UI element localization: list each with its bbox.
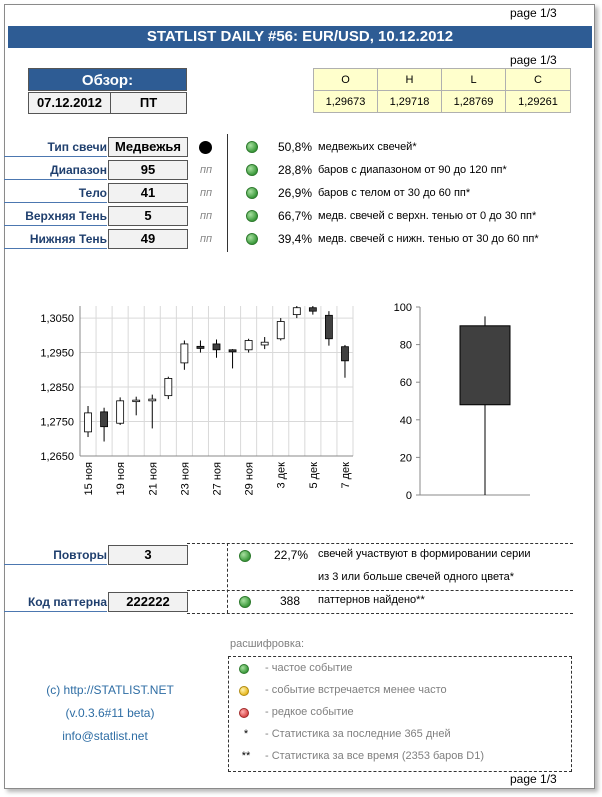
param-label-range: Диапазон bbox=[4, 161, 107, 180]
y-tick-label: 80 bbox=[399, 339, 412, 352]
candle-body-bull bbox=[85, 413, 92, 432]
stat-text: медв. свечей с нижн. тенью от 30 до 60 пп* bbox=[318, 233, 539, 245]
param-unit-lower-shadow: пп bbox=[200, 233, 213, 245]
candlestick-chart bbox=[28, 298, 378, 510]
legend-symbol-single-star: * bbox=[243, 728, 249, 740]
x-tick-label: 27 ноя bbox=[211, 462, 224, 496]
legend-item: - событие встречается менее часто bbox=[265, 684, 447, 696]
candle-body-bull bbox=[277, 322, 284, 339]
page-number-bottom: page 1/3 bbox=[510, 772, 557, 786]
legend-green-icon bbox=[239, 664, 249, 674]
version-text: (v.0.3.6#11 beta) bbox=[65, 706, 155, 720]
x-tick-label: 15 ноя bbox=[83, 462, 96, 496]
stat-pct: 50,8% bbox=[277, 140, 312, 154]
ohlc-label-close: C bbox=[506, 69, 570, 91]
candle-body-bear bbox=[197, 346, 204, 348]
y-tick-label: 1,2950 bbox=[40, 347, 74, 360]
param-unit-upper-shadow: пп bbox=[200, 210, 213, 222]
candle-body-bull bbox=[117, 401, 124, 423]
repeats-text-1: свечей участвуют в формировании серии bbox=[318, 548, 531, 560]
candle-body-bear bbox=[341, 347, 348, 361]
stat-text: медв. свечей с верхн. тенью от 0 до 30 пп* bbox=[318, 210, 537, 222]
param-label-upper-shadow: Верхняя Тень bbox=[4, 207, 107, 226]
stats-divider bbox=[227, 134, 228, 252]
stat-text: медвежьих свечей* bbox=[318, 141, 417, 153]
candle-body-bear bbox=[213, 344, 220, 350]
candle-body-bear bbox=[101, 412, 108, 427]
param-value-upper-shadow: 5 bbox=[108, 206, 188, 226]
ohlc-value-close: 1,29261 bbox=[518, 96, 558, 108]
ohlc-value-open: 1,29673 bbox=[314, 91, 378, 113]
x-tick-label: 21 ноя bbox=[147, 462, 160, 496]
candle-body-bull bbox=[149, 399, 156, 401]
candle-body-bull bbox=[133, 400, 140, 402]
repeats-text-2: из 3 или больше свечей одного цвета* bbox=[318, 571, 515, 583]
param-value-body: 41 bbox=[108, 183, 188, 203]
param-value-type: Медвежья bbox=[108, 137, 188, 157]
stat-text: баров с диапазоном от 90 до 120 пп* bbox=[318, 164, 507, 176]
site-link[interactable]: (c) http://STATLIST.NET bbox=[46, 683, 174, 697]
bear-candle-icon bbox=[199, 141, 212, 154]
legend-item: - Статистика за все время (2353 баров D1) bbox=[265, 750, 485, 762]
y-tick-label: 60 bbox=[399, 377, 412, 390]
y-tick-label: 1,3050 bbox=[40, 313, 74, 326]
overview-header: Обзор: bbox=[28, 68, 187, 91]
candle-body-bear bbox=[229, 350, 236, 352]
candle-body-bear bbox=[309, 308, 316, 311]
y-tick-label: 40 bbox=[399, 414, 412, 427]
y-tick-label: 0 bbox=[405, 490, 412, 502]
ohlc-table bbox=[313, 68, 571, 113]
y-tick-label: 1,2850 bbox=[40, 382, 74, 395]
repeats-bottom-rule bbox=[187, 613, 573, 614]
range-box-chart bbox=[380, 298, 576, 510]
pattern-count: 388 bbox=[279, 594, 300, 608]
page-number-top: page 1/3 bbox=[510, 6, 557, 20]
stat-pct: 28,8% bbox=[277, 163, 312, 177]
overview-date: 07.12.2012 bbox=[28, 92, 111, 114]
param-label-type: Тип свечи bbox=[4, 138, 107, 157]
pattern-label: Код паттерна bbox=[4, 593, 107, 612]
ohlc-label-high: H bbox=[378, 69, 442, 91]
repeats-mid-rule bbox=[187, 590, 573, 591]
legend-symbol-double-star: ** bbox=[241, 750, 251, 762]
pattern-text: паттернов найдено** bbox=[318, 594, 425, 606]
status-green-icon bbox=[239, 596, 251, 608]
param-value-lower-shadow: 49 bbox=[108, 229, 188, 249]
status-green-icon bbox=[239, 550, 251, 562]
param-label-lower-shadow: Нижняя Тень bbox=[4, 230, 107, 249]
legend-item: - Статистика за последние 365 дней bbox=[265, 728, 451, 740]
legend-title: расшифровка: bbox=[230, 638, 305, 650]
x-tick-label: 29 ноя bbox=[243, 462, 256, 496]
legend-box bbox=[228, 656, 572, 772]
candle-body-bull bbox=[181, 344, 188, 363]
legend-red-icon bbox=[239, 708, 249, 718]
box-body bbox=[460, 326, 510, 405]
page-number-sub: page 1/3 bbox=[510, 53, 557, 67]
status-green-icon bbox=[246, 233, 258, 245]
x-tick-label: 7 дек bbox=[339, 462, 352, 489]
status-green-icon bbox=[246, 187, 258, 199]
candle-body-bull bbox=[293, 308, 300, 315]
repeats-label: Повторы bbox=[4, 546, 107, 565]
x-tick-label: 23 ноя bbox=[179, 462, 192, 496]
legend-item: - редкое событие bbox=[265, 706, 354, 718]
repeats-divider bbox=[227, 543, 228, 613]
repeats-value: 3 bbox=[108, 545, 188, 565]
stat-pct: 66,7% bbox=[277, 209, 312, 223]
candle-body-bull bbox=[165, 378, 172, 395]
y-tick-label: 1,2650 bbox=[40, 451, 74, 463]
param-value-range: 95 bbox=[108, 160, 188, 180]
pattern-value: 222222 bbox=[108, 592, 188, 612]
ohlc-label-low: L bbox=[442, 69, 506, 91]
x-tick-label: 5 дек bbox=[307, 462, 320, 489]
param-label-body: Тело bbox=[4, 184, 107, 203]
y-tick-label: 20 bbox=[399, 452, 412, 465]
x-tick-label: 3 дек bbox=[275, 462, 288, 489]
repeats-pct: 22,7% bbox=[273, 548, 308, 562]
email-link[interactable]: info@statlist.net bbox=[62, 729, 148, 743]
param-unit-range: пп bbox=[200, 164, 213, 176]
y-tick-label: 1,2750 bbox=[40, 416, 74, 429]
overview-day: ПТ bbox=[110, 92, 187, 114]
ohlc-label-open: O bbox=[314, 69, 378, 91]
stat-pct: 26,9% bbox=[277, 186, 312, 200]
ohlc-value-low: 1,28769 bbox=[442, 91, 506, 113]
repeats-top-rule bbox=[187, 543, 573, 544]
x-tick-label: 19 ноя bbox=[115, 462, 128, 496]
candle-body-bear bbox=[325, 315, 332, 338]
status-green-icon bbox=[246, 210, 258, 222]
ohlc-value-high: 1,29718 bbox=[378, 91, 442, 113]
stat-text: баров с телом от 30 до 60 пп* bbox=[318, 187, 471, 199]
page-title: STATLIST DAILY #56: EUR/USD, 10.12.2012 bbox=[8, 26, 592, 48]
legend-item: - частое событие bbox=[265, 662, 353, 674]
stat-pct: 39,4% bbox=[277, 232, 312, 246]
legend-yellow-icon bbox=[239, 686, 249, 696]
status-green-icon bbox=[246, 164, 258, 176]
candle-body-bull bbox=[245, 340, 252, 349]
param-unit-body: пп bbox=[200, 187, 213, 199]
y-tick-label: 100 bbox=[393, 302, 412, 314]
candle-body-bull bbox=[261, 342, 268, 345]
status-green-icon bbox=[246, 141, 258, 153]
